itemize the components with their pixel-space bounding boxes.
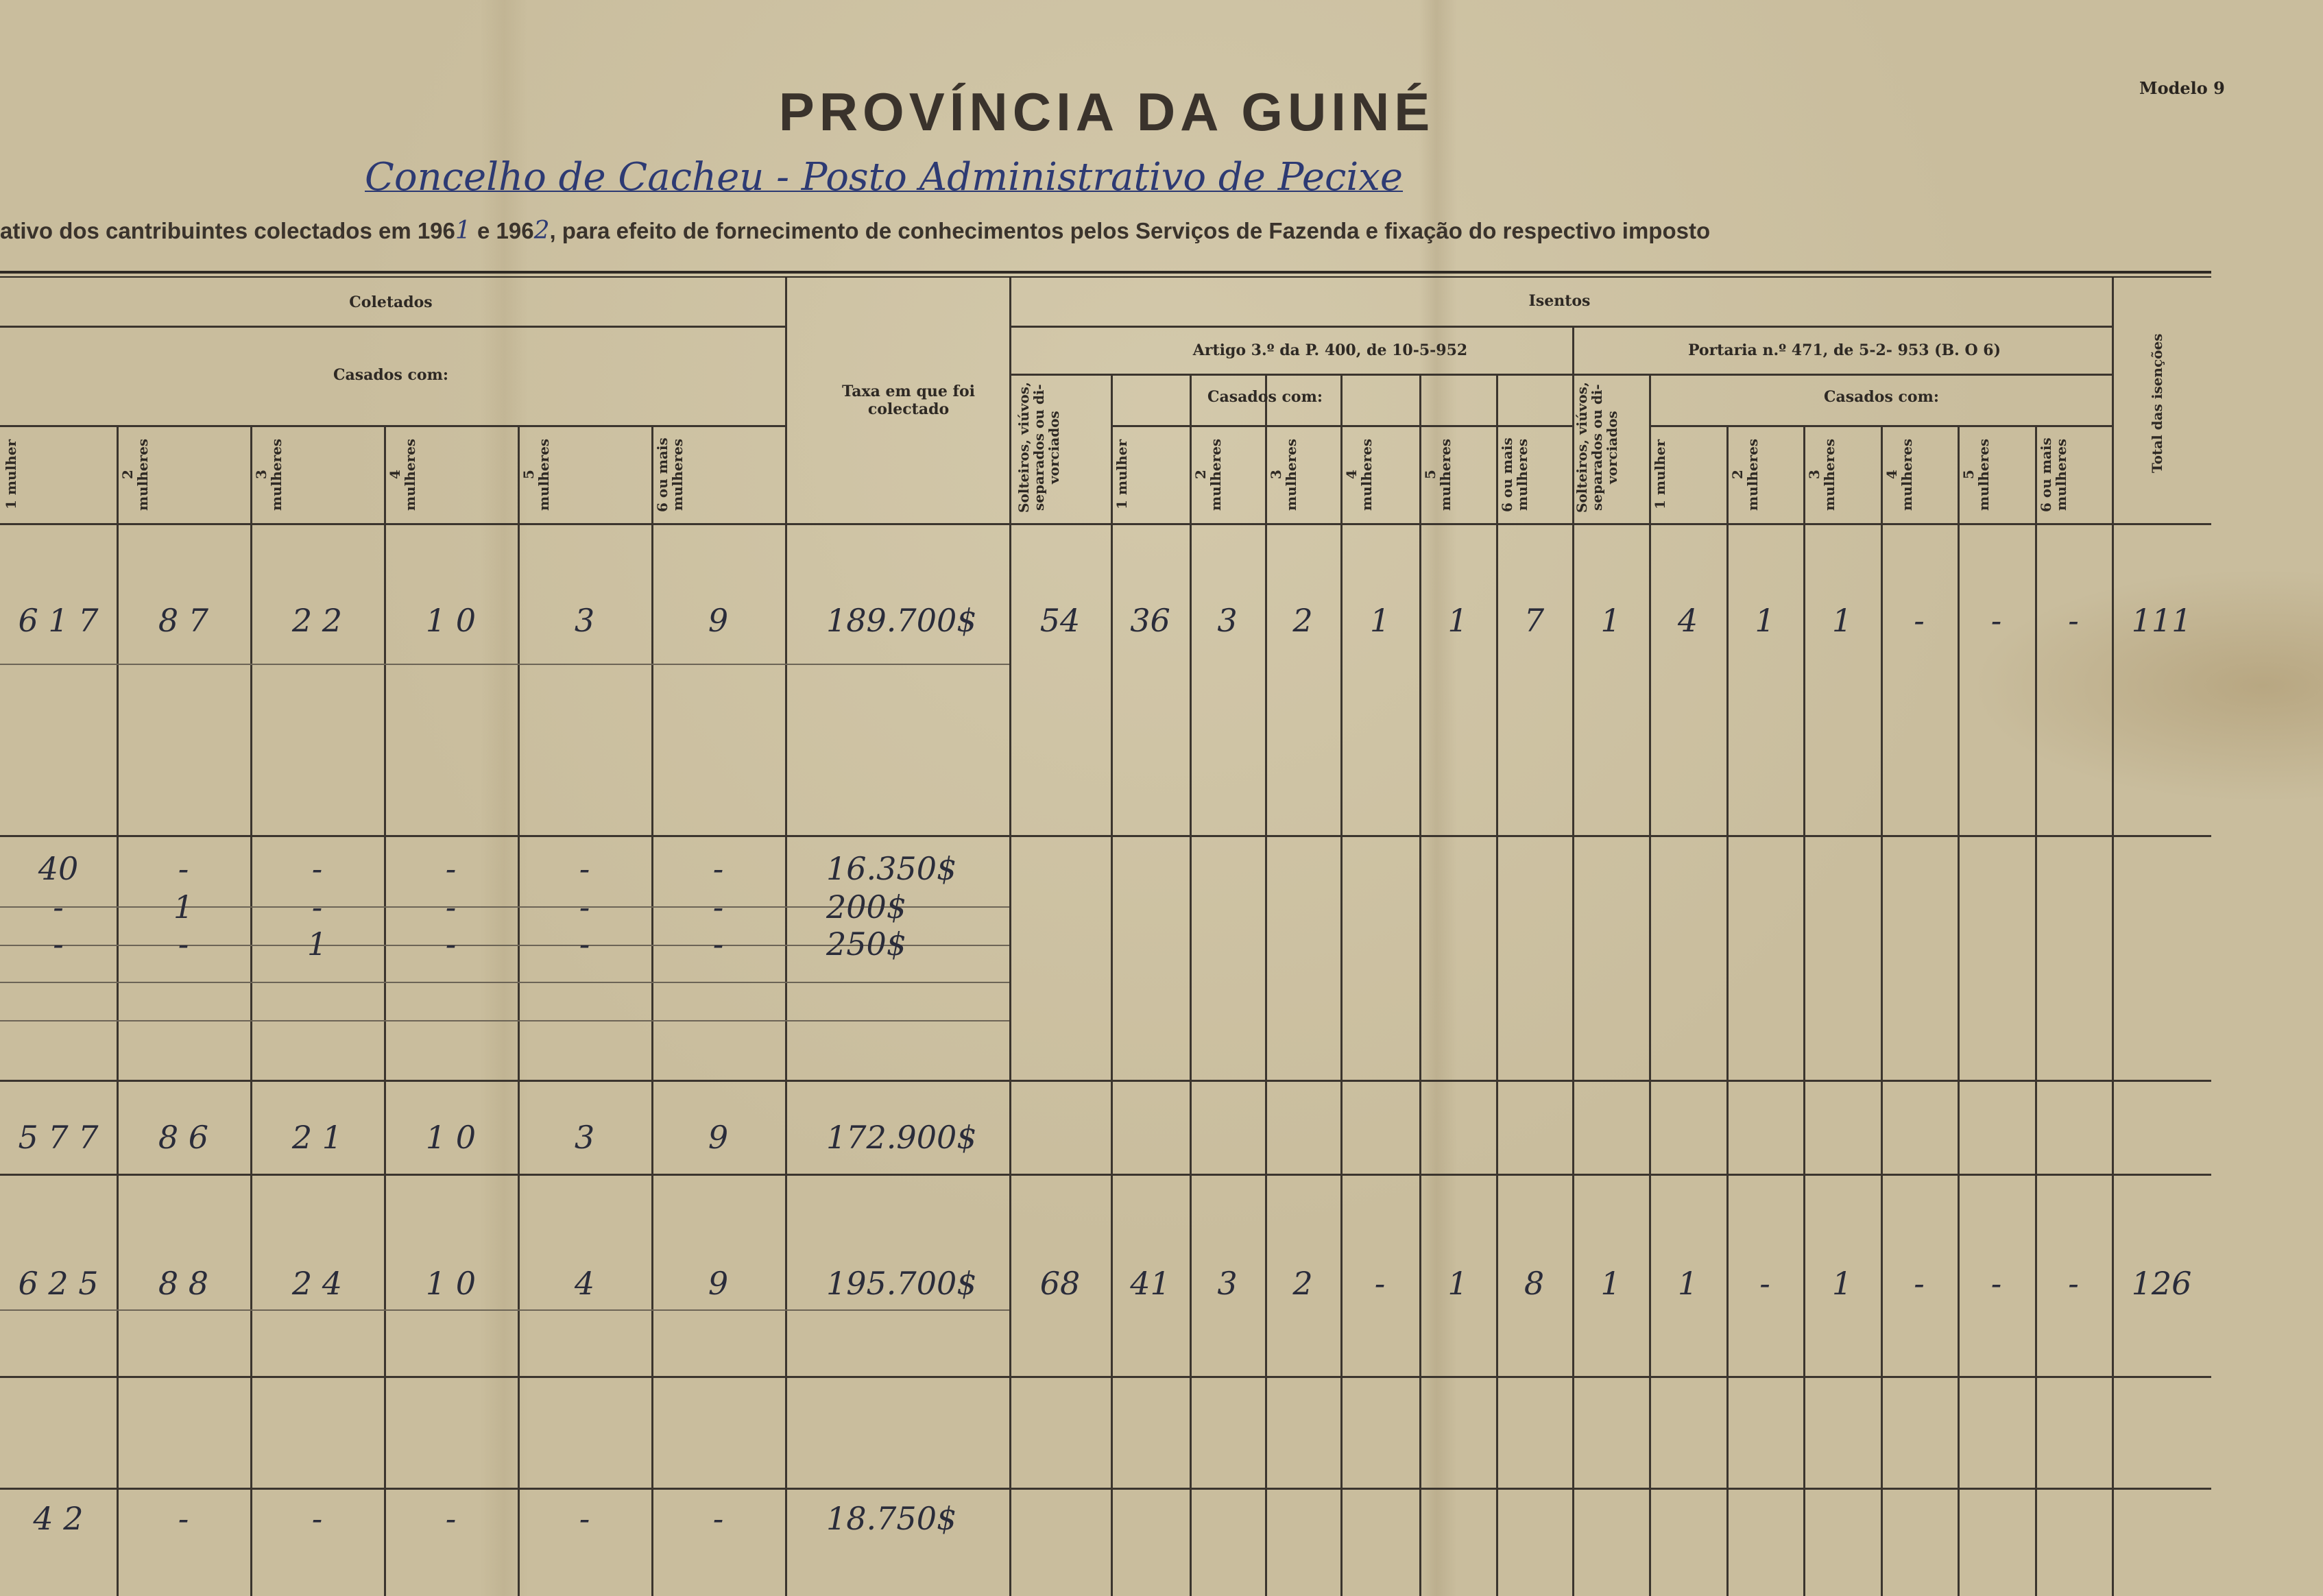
colectados-cell: 40 bbox=[38, 850, 79, 887]
artigo-cell: 36 bbox=[1130, 602, 1170, 639]
taxa-cell: 195.700$ bbox=[826, 1265, 977, 1302]
colectados-cell: - bbox=[178, 1500, 189, 1537]
portaria-column-divider bbox=[1726, 425, 1729, 1596]
colectados-cell: 6 2 5 bbox=[18, 1265, 99, 1302]
portaria-cell: - bbox=[2068, 1265, 2079, 1302]
colectados-cell: - bbox=[579, 888, 590, 926]
portaria-col-header-3: 3 mulheres bbox=[1806, 438, 1838, 511]
total-cell: 126 bbox=[2131, 1265, 2192, 1302]
colectados-col-header-6: 6 ou mais mulheres bbox=[654, 437, 686, 512]
colectados-cell: - bbox=[579, 1500, 590, 1537]
colectados-column-divider bbox=[250, 425, 252, 1596]
row-divider bbox=[0, 1080, 2211, 1082]
colectados-column-divider bbox=[518, 425, 520, 1596]
model-number: Modelo 9 bbox=[2139, 78, 2225, 98]
portaria-cell: 1 bbox=[1755, 602, 1775, 639]
colectados-cell: - bbox=[178, 850, 189, 887]
row-divider bbox=[0, 1174, 2211, 1176]
artigo-cell: 1 bbox=[1447, 1265, 1468, 1302]
colectados-column-divider bbox=[384, 425, 386, 1596]
colectados-cell: - bbox=[311, 888, 323, 926]
header-casados-com-artigo: Casados com: bbox=[1207, 388, 1323, 406]
portaria-cell: 1 bbox=[1831, 1265, 1853, 1302]
artigo-cell: - bbox=[1374, 1265, 1386, 1302]
portaria-casados-rule bbox=[1649, 425, 2112, 427]
artigo-column-divider bbox=[1111, 374, 1113, 1596]
taxa-cell: 200$ bbox=[826, 888, 907, 926]
colectados-sub-rule bbox=[0, 326, 785, 328]
portaria-cell: 1 bbox=[1831, 602, 1853, 639]
description-part-3: , para efeito de fornecimento de conhecimentos pelos Serviços de Fazenda e fixação do respectivo imposto bbox=[549, 218, 1711, 243]
artigo-cell: 41 bbox=[1130, 1265, 1170, 1302]
artigo-cell: 1 bbox=[1369, 602, 1391, 639]
isentos-sub-rule bbox=[1009, 326, 2112, 328]
total-cell: 111 bbox=[2131, 602, 2192, 639]
portaria-cell: 4 bbox=[1677, 602, 1698, 639]
province-title: PROVÍNCIA DA GUINÉ bbox=[778, 82, 1435, 142]
artigo-column-divider bbox=[1496, 374, 1498, 1596]
portaria-col-header-1: 1 mulher bbox=[1652, 439, 1668, 510]
header-solteiros-artigo: Solteiros, viúvos, separados ou di- vorciados bbox=[1015, 382, 1062, 513]
colectados-column-divider bbox=[117, 425, 119, 1596]
artigo-column-divider bbox=[1419, 374, 1421, 1596]
colectados-cell: 2 2 bbox=[291, 602, 343, 639]
portaria-cell: - bbox=[1759, 1265, 1770, 1302]
artigo-solteiros-cell: 68 bbox=[1039, 1265, 1081, 1302]
portaria-col-header-2: 2 mulheres bbox=[1729, 438, 1761, 511]
taxa-cell: 18.750$ bbox=[826, 1500, 957, 1537]
ledger-rule bbox=[0, 1309, 1009, 1311]
colectados-border bbox=[785, 278, 787, 1596]
ledger-rule bbox=[0, 664, 1009, 665]
colectados-cell: - bbox=[712, 850, 724, 887]
portaria-solteiros-cell: 1 bbox=[1600, 1265, 1621, 1302]
header-casados-com: Casados com: bbox=[333, 366, 448, 384]
header-solteiros-portaria: Solteiros, viúvos, separados ou di- vorciados bbox=[1574, 382, 1620, 513]
header-isentos: Isentos bbox=[1528, 292, 1591, 310]
header-portaria: Portaria n.º 471, de 5-2- 953 (B. O 6) bbox=[1687, 341, 2001, 359]
portaria-col-header-6: 6 ou mais mulheres bbox=[2038, 437, 2069, 512]
portaria-sub-rule bbox=[1572, 374, 2112, 376]
portaria-cell: - bbox=[1990, 1265, 2002, 1302]
colectados-col-header-5: 5 mulheres bbox=[520, 438, 552, 511]
year1-fill: 1 bbox=[455, 217, 471, 245]
colectados-cell: 1 bbox=[306, 926, 328, 963]
sub-row-divider bbox=[0, 1020, 1009, 1021]
colectados-cell: - bbox=[712, 926, 724, 963]
colectados-cell: - bbox=[579, 850, 590, 887]
year2-fill: 2 bbox=[533, 217, 550, 245]
artigo-col-header-1: 1 mulher bbox=[1114, 439, 1130, 510]
row-divider bbox=[0, 1488, 2211, 1490]
row-divider bbox=[0, 835, 2211, 837]
colectados-cell: 2 1 bbox=[291, 1119, 343, 1156]
colectados-cell: 1 bbox=[173, 888, 194, 926]
colectados-cell: 9 bbox=[708, 1265, 729, 1302]
header-bottom-rule bbox=[0, 523, 2211, 525]
portaria-col-header-4: 4 mulheres bbox=[1883, 438, 1915, 511]
colectados-cell: - bbox=[53, 926, 64, 963]
colectados-cell: - bbox=[445, 850, 457, 887]
colectados-cell: - bbox=[445, 1500, 457, 1537]
colectados-cell: 9 bbox=[708, 602, 729, 639]
location-handwritten: Concelho de Cacheu - Posto Administrativo de Pecixe bbox=[365, 155, 1404, 200]
artigo-cell: 2 bbox=[1292, 1265, 1313, 1302]
header-total-isencoes: Total das isenções bbox=[2149, 333, 2165, 473]
colectados-cell: - bbox=[712, 888, 724, 926]
colectados-cell: 1 0 bbox=[425, 1265, 477, 1302]
artigo-column-divider bbox=[1190, 374, 1192, 1596]
portaria-column-divider bbox=[1803, 425, 1805, 1596]
sub-row-divider bbox=[0, 982, 1009, 983]
taxa-cell: 250$ bbox=[826, 926, 907, 963]
colectados-cell: 6 1 7 bbox=[18, 602, 99, 639]
colectados-cell: 2 4 bbox=[291, 1265, 343, 1302]
colectados-cell: 5 7 7 bbox=[18, 1119, 99, 1156]
portaria-col-header-5: 5 mulheres bbox=[1960, 438, 1992, 511]
form-description bbox=[0, 217, 1851, 245]
description-part-1: ativo dos cantribuintes colectados em 196 bbox=[0, 218, 455, 243]
artigo-column-divider bbox=[1340, 374, 1343, 1596]
portaria-column-divider bbox=[1881, 425, 1883, 1596]
row-divider bbox=[0, 1376, 2211, 1378]
portaria-column-divider bbox=[1958, 425, 1960, 1596]
header-colectados: Coletados bbox=[349, 293, 433, 311]
total-border bbox=[2112, 278, 2114, 1596]
portaria-cell: - bbox=[1914, 1265, 1925, 1302]
header-artigo: Artigo 3.º da P. 400, de 10-5-952 bbox=[1192, 341, 1468, 359]
header-taxa: Taxa em que foi colectado bbox=[841, 383, 975, 418]
colectados-cell: - bbox=[579, 926, 590, 963]
colectados-col-header-2: 2 mulheres bbox=[119, 438, 151, 511]
taxa-border bbox=[1009, 278, 1011, 1596]
artigo-col-header-5: 5 mulheres bbox=[1422, 438, 1454, 511]
top-rule bbox=[0, 271, 2211, 274]
casados-rule bbox=[0, 425, 785, 427]
artigo-col-header-6: 6 ou mais mulheres bbox=[1499, 437, 1530, 512]
colectados-column-divider bbox=[651, 425, 653, 1596]
colectados-cell: - bbox=[712, 1500, 724, 1537]
portaria-column-divider bbox=[2035, 425, 2037, 1596]
colectados-col-header-1: 1 mulher bbox=[3, 439, 19, 510]
portaria-cell: 1 bbox=[1677, 1265, 1698, 1302]
colectados-cell: 1 0 bbox=[425, 1119, 477, 1156]
colectados-cell: - bbox=[178, 926, 189, 963]
portaria-cell: - bbox=[1914, 602, 1925, 639]
colectados-col-header-3: 3 mulheres bbox=[253, 438, 285, 511]
artigo-cell: 3 bbox=[1217, 1265, 1238, 1302]
artigo-col-header-2: 2 mulheres bbox=[1192, 438, 1224, 511]
colectados-cell: - bbox=[53, 888, 64, 926]
artigo-cell: 3 bbox=[1217, 602, 1238, 639]
artigo-column-divider bbox=[1265, 374, 1267, 1596]
colectados-cell: 3 bbox=[574, 602, 595, 639]
portaria-cell: - bbox=[1990, 602, 2002, 639]
colectados-cell: - bbox=[445, 888, 457, 926]
artigo-col-header-4: 4 mulheres bbox=[1343, 438, 1375, 511]
colectados-cell: 4 bbox=[574, 1265, 595, 1302]
portaria-cell: - bbox=[2068, 602, 2079, 639]
colectados-cell: - bbox=[311, 850, 323, 887]
artigo-cell: 8 bbox=[1524, 1265, 1545, 1302]
taxa-cell: 189.700$ bbox=[826, 602, 977, 639]
colectados-cell: 8 6 bbox=[158, 1119, 209, 1156]
colectados-cell: - bbox=[311, 1500, 323, 1537]
taxa-cell: 16.350$ bbox=[826, 850, 957, 887]
artigo-cell: 7 bbox=[1524, 602, 1545, 639]
top-rule-2 bbox=[0, 276, 2211, 278]
artigo-casados-rule bbox=[1111, 425, 1572, 427]
portaria-solteiros-cell: 1 bbox=[1600, 602, 1621, 639]
colectados-cell: 4 2 bbox=[33, 1500, 84, 1537]
artigo-solteiros-cell: 54 bbox=[1039, 602, 1081, 639]
colectados-cell: 9 bbox=[708, 1119, 729, 1156]
colectados-cell: - bbox=[445, 926, 457, 963]
colectados-cell: 8 7 bbox=[158, 602, 209, 639]
artigo-cell: 1 bbox=[1447, 602, 1468, 639]
header-casados-com-portaria: Casados com: bbox=[1824, 388, 1939, 406]
description-part-2: e 196 bbox=[477, 218, 534, 243]
colectados-cell: 3 bbox=[574, 1119, 595, 1156]
artigo-cell: 2 bbox=[1292, 602, 1313, 639]
colectados-col-header-4: 4 mulheres bbox=[387, 438, 418, 511]
colectados-cell: 1 0 bbox=[425, 602, 477, 639]
colectados-cell: 8 8 bbox=[158, 1265, 209, 1302]
portaria-solteiros-border bbox=[1649, 374, 1651, 1596]
artigo-col-header-3: 3 mulheres bbox=[1268, 438, 1299, 511]
taxa-cell: 172.900$ bbox=[826, 1119, 977, 1156]
